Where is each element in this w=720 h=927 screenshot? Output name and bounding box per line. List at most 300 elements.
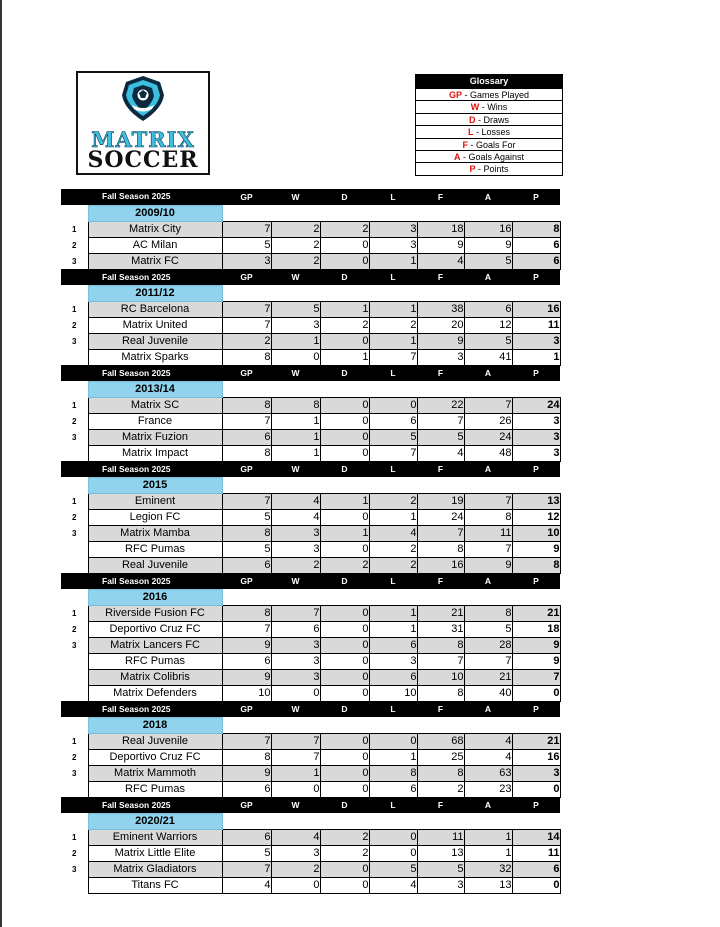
stat-w: 6 (271, 621, 320, 637)
glossary-abbr: P (469, 164, 476, 175)
glossary-desc: - Games Played (461, 90, 530, 100)
season-filler (222, 813, 560, 829)
stat-a: 7 (464, 493, 512, 509)
stat-l: 1 (369, 749, 417, 765)
stat-d: 2 (320, 829, 369, 845)
stat-w: 3 (271, 653, 320, 669)
stat-p: 21 (512, 733, 560, 749)
stat-w: 3 (271, 541, 320, 557)
glossary-item (416, 150, 562, 162)
stat-f: 24 (417, 509, 464, 525)
stat-d: 0 (320, 733, 369, 749)
table-row (61, 413, 560, 429)
rank-cell: 1 (72, 736, 77, 746)
table-row (61, 669, 560, 685)
stat-a: 5 (464, 253, 512, 269)
table-row (61, 349, 560, 365)
stat-f: 3 (417, 877, 464, 893)
season-filler (222, 717, 560, 733)
stat-l: 7 (369, 445, 417, 461)
season-label: 2015 (88, 477, 222, 493)
stat-f: 5 (417, 861, 464, 877)
team-name: Matrix City (88, 221, 222, 237)
glossary-item (416, 113, 562, 125)
column-header-gp: GP (222, 269, 271, 285)
stat-l: 1 (369, 301, 417, 317)
table-row (61, 509, 560, 525)
stat-a: 6 (464, 301, 512, 317)
season-filler (222, 589, 560, 605)
team-name: Matrix Mammoth (88, 765, 222, 781)
stat-gp: 2 (222, 333, 271, 349)
season-label: 2011/12 (88, 285, 222, 301)
stat-w: 4 (271, 829, 320, 845)
team-name: Matrix Defenders (88, 685, 222, 701)
stat-p: 3 (512, 333, 560, 349)
glossary-desc: - Draws (475, 114, 509, 125)
stat-w: 2 (271, 557, 320, 573)
team-name: Real Juvenile (88, 333, 222, 349)
column-header-gp: GP (222, 461, 271, 477)
rank-cell: 3 (72, 640, 77, 650)
glossary-box (415, 74, 563, 176)
team-name: Matrix Impact (88, 445, 222, 461)
stat-gp: 8 (222, 445, 271, 461)
season-spacer (61, 477, 88, 493)
stat-gp: 7 (222, 413, 271, 429)
stat-a: 4 (464, 749, 512, 765)
column-header-a: A (464, 701, 512, 717)
team-name: Eminent Warriors (88, 829, 222, 845)
stat-a: 8 (464, 605, 512, 621)
stat-p: 6 (512, 253, 560, 269)
season-row (61, 717, 560, 733)
stat-p: 3 (512, 445, 560, 461)
season-spacer (61, 381, 88, 397)
stat-l: 2 (369, 541, 417, 557)
team-name: Matrix Lancers FC (88, 637, 222, 653)
column-header-p: P (512, 189, 560, 205)
column-header-row (61, 189, 560, 205)
stat-w: 3 (271, 845, 320, 861)
table-row (61, 781, 560, 797)
stat-a: 21 (464, 669, 512, 685)
stat-l: 0 (369, 397, 417, 413)
glossary-abbr: F (462, 139, 468, 150)
stat-f: 7 (417, 653, 464, 669)
stat-d: 0 (320, 605, 369, 621)
team-name: Eminent (88, 493, 222, 509)
table-row (61, 253, 560, 269)
stat-a: 32 (464, 861, 512, 877)
column-header-l: L (369, 701, 417, 717)
stat-d: 2 (320, 845, 369, 861)
table-row (61, 765, 560, 781)
stat-l: 0 (369, 845, 417, 861)
stat-gp: 10 (222, 685, 271, 701)
team-name: Matrix Little Elite (88, 845, 222, 861)
stat-p: 6 (512, 861, 560, 877)
stat-gp: 6 (222, 429, 271, 445)
stat-f: 19 (417, 493, 464, 509)
team-name: Legion FC (88, 509, 222, 525)
table-row (61, 237, 560, 253)
column-header-p: P (512, 461, 560, 477)
stat-l: 7 (369, 349, 417, 365)
table-row (61, 221, 560, 237)
stat-l: 0 (369, 829, 417, 845)
stat-a: 7 (464, 541, 512, 557)
rank-cell: 2 (72, 320, 77, 330)
stat-w: 4 (271, 493, 320, 509)
table-row (61, 397, 560, 413)
stat-d: 0 (320, 429, 369, 445)
stat-f: 9 (417, 237, 464, 253)
stat-f: 8 (417, 541, 464, 557)
team-name: Deportivo Cruz FC (88, 621, 222, 637)
rank-cell (61, 557, 88, 573)
stat-f: 68 (417, 733, 464, 749)
table-row (61, 525, 560, 541)
glossary-desc: - Losses (473, 127, 510, 138)
column-header-row (61, 701, 560, 717)
stat-f: 2 (417, 781, 464, 797)
stat-l: 1 (369, 253, 417, 269)
rank-cell: 3 (72, 256, 77, 266)
stat-a: 26 (464, 413, 512, 429)
stat-f: 18 (417, 221, 464, 237)
header-season-label: Fall Season 2025 (61, 701, 222, 717)
stat-a: 41 (464, 349, 512, 365)
column-header-l: L (369, 365, 417, 381)
team-name: RC Barcelona (88, 301, 222, 317)
column-header-w: W (271, 797, 320, 813)
stat-l: 6 (369, 413, 417, 429)
column-header-l: L (369, 461, 417, 477)
rank-cell: 1 (72, 608, 77, 618)
stat-l: 4 (369, 525, 417, 541)
stat-gp: 5 (222, 509, 271, 525)
table-row (61, 493, 560, 509)
stat-w: 3 (271, 525, 320, 541)
stat-p: 0 (512, 877, 560, 893)
stat-d: 0 (320, 861, 369, 877)
rank-cell: 1 (72, 832, 77, 842)
stat-a: 48 (464, 445, 512, 461)
stat-d: 0 (320, 781, 369, 797)
team-name: Titans FC (88, 877, 222, 893)
stat-gp: 8 (222, 349, 271, 365)
stat-p: 0 (512, 781, 560, 797)
stat-d: 0 (320, 877, 369, 893)
stat-d: 0 (320, 765, 369, 781)
stat-p: 3 (512, 413, 560, 429)
rank-cell: 1 (72, 496, 77, 506)
column-header-p: P (512, 573, 560, 589)
column-header-gp: GP (222, 701, 271, 717)
column-header-f: F (417, 365, 464, 381)
stat-f: 38 (417, 301, 464, 317)
header-season-label: Fall Season 2025 (61, 461, 222, 477)
stat-l: 5 (369, 429, 417, 445)
glossary-abbr: GP (448, 90, 462, 100)
stat-w: 7 (271, 749, 320, 765)
glossary-item (416, 100, 562, 112)
stat-d: 0 (320, 541, 369, 557)
glossary-desc: - Wins (479, 102, 508, 113)
stat-a: 12 (464, 317, 512, 333)
column-header-gp: GP (222, 365, 271, 381)
team-name: Matrix FC (88, 253, 222, 269)
stat-l: 1 (369, 509, 417, 525)
stat-gp: 6 (222, 653, 271, 669)
stat-a: 5 (464, 333, 512, 349)
stat-w: 2 (271, 237, 320, 253)
stat-d: 0 (320, 397, 369, 413)
stat-w: 7 (271, 733, 320, 749)
column-header-row (61, 797, 560, 813)
stat-l: 1 (369, 605, 417, 621)
stat-a: 9 (464, 557, 512, 573)
table-row (61, 685, 560, 701)
stat-d: 0 (320, 445, 369, 461)
stat-w: 3 (271, 317, 320, 333)
header-season-label: Fall Season 2025 (61, 189, 222, 205)
stat-w: 2 (271, 253, 320, 269)
stat-l: 4 (369, 877, 417, 893)
glossary-desc: - Goals For (467, 139, 516, 150)
stat-p: 14 (512, 829, 560, 845)
table-row (61, 445, 560, 461)
stat-w: 1 (271, 429, 320, 445)
stat-w: 1 (271, 413, 320, 429)
column-header-d: D (320, 461, 369, 477)
stat-f: 8 (417, 765, 464, 781)
logo-text-soccer: SOCCER (87, 147, 199, 173)
column-header-gp: GP (222, 573, 271, 589)
stat-p: 10 (512, 525, 560, 541)
stat-p: 11 (512, 845, 560, 861)
table-row (61, 429, 560, 445)
team-name: Matrix United (88, 317, 222, 333)
rank-cell: 2 (72, 752, 77, 762)
team-name: Matrix Gladiators (88, 861, 222, 877)
stat-a: 4 (464, 733, 512, 749)
stat-l: 6 (369, 669, 417, 685)
team-name: Real Juvenile (88, 557, 222, 573)
stat-a: 13 (464, 877, 512, 893)
stat-l: 2 (369, 493, 417, 509)
rank-cell: 2 (72, 240, 77, 250)
column-header-w: W (271, 269, 320, 285)
column-header-a: A (464, 189, 512, 205)
team-name: Matrix Colibris (88, 669, 222, 685)
team-name: Real Juvenile (88, 733, 222, 749)
column-header-l: L (369, 269, 417, 285)
column-header-p: P (512, 797, 560, 813)
page-left-border (0, 0, 2, 927)
stat-d: 0 (320, 253, 369, 269)
stat-w: 0 (271, 349, 320, 365)
stat-w: 0 (271, 781, 320, 797)
stat-w: 3 (271, 637, 320, 653)
table-row (61, 605, 560, 621)
table-row (61, 733, 560, 749)
season-filler (222, 381, 560, 397)
glossary-desc: - Goals Against (460, 151, 525, 162)
stat-a: 11 (464, 525, 512, 541)
team-name: RFC Pumas (88, 781, 222, 797)
matrix-soccer-logo (76, 71, 210, 175)
rank-cell: 3 (72, 528, 77, 538)
stat-d: 2 (320, 317, 369, 333)
stat-gp: 7 (222, 221, 271, 237)
rank-cell (61, 445, 88, 461)
column-header-p: P (512, 269, 560, 285)
stat-l: 8 (369, 765, 417, 781)
header-season-label: Fall Season 2025 (61, 797, 222, 813)
stat-f: 11 (417, 829, 464, 845)
season-label: 2016 (88, 589, 222, 605)
rank-cell: 2 (72, 416, 77, 426)
stat-gp: 9 (222, 765, 271, 781)
stat-p: 16 (512, 301, 560, 317)
stat-a: 8 (464, 509, 512, 525)
column-header-row (61, 365, 560, 381)
team-name: RFC Pumas (88, 653, 222, 669)
stat-f: 25 (417, 749, 464, 765)
stat-gp: 7 (222, 861, 271, 877)
stat-p: 21 (512, 605, 560, 621)
stat-p: 9 (512, 637, 560, 653)
stat-w: 2 (271, 221, 320, 237)
column-header-d: D (320, 573, 369, 589)
glossary-item (416, 88, 562, 100)
stat-a: 40 (464, 685, 512, 701)
stat-gp: 8 (222, 397, 271, 413)
season-spacer (61, 285, 88, 301)
stat-f: 21 (417, 605, 464, 621)
stat-gp: 8 (222, 605, 271, 621)
glossary-abbr: W (470, 102, 480, 113)
column-header-l: L (369, 189, 417, 205)
stat-d: 0 (320, 749, 369, 765)
team-name: Matrix Fuzion (88, 429, 222, 445)
rank-cell (61, 653, 88, 669)
stat-p: 6 (512, 237, 560, 253)
stat-f: 9 (417, 333, 464, 349)
season-filler (222, 477, 560, 493)
header-season-label: Fall Season 2025 (61, 573, 222, 589)
season-row (61, 285, 560, 301)
table-row (61, 653, 560, 669)
stat-p: 7 (512, 669, 560, 685)
season-label: 2018 (88, 717, 222, 733)
stat-a: 1 (464, 829, 512, 845)
standings-table (61, 189, 561, 894)
column-header-d: D (320, 365, 369, 381)
stat-gp: 7 (222, 493, 271, 509)
stat-p: 13 (512, 493, 560, 509)
team-name: Matrix SC (88, 397, 222, 413)
column-header-f: F (417, 701, 464, 717)
rank-cell: 3 (72, 432, 77, 442)
stat-f: 10 (417, 669, 464, 685)
column-header-d: D (320, 701, 369, 717)
stat-l: 3 (369, 653, 417, 669)
rank-cell: 3 (72, 336, 77, 346)
stat-p: 9 (512, 541, 560, 557)
stat-f: 3 (417, 349, 464, 365)
season-spacer (61, 717, 88, 733)
column-header-f: F (417, 573, 464, 589)
column-header-w: W (271, 189, 320, 205)
stat-gp: 5 (222, 845, 271, 861)
team-name: Deportivo Cruz FC (88, 749, 222, 765)
season-spacer (61, 205, 88, 221)
stat-d: 0 (320, 685, 369, 701)
stat-gp: 4 (222, 877, 271, 893)
table-row (61, 861, 560, 877)
glossary-item (416, 162, 562, 174)
stat-l: 6 (369, 637, 417, 653)
column-header-gp: GP (222, 189, 271, 205)
stat-d: 0 (320, 653, 369, 669)
column-header-gp: GP (222, 797, 271, 813)
stat-p: 3 (512, 429, 560, 445)
rank-cell: 3 (72, 864, 77, 874)
column-header-a: A (464, 365, 512, 381)
glossary-abbr: D (469, 114, 476, 125)
season-filler (222, 285, 560, 301)
rank-cell (61, 781, 88, 797)
season-row (61, 477, 560, 493)
stat-f: 16 (417, 557, 464, 573)
column-header-w: W (271, 461, 320, 477)
rank-cell: 3 (72, 768, 77, 778)
stat-d: 0 (320, 621, 369, 637)
glossary-abbr: L (467, 127, 474, 138)
header-season-label: Fall Season 2025 (61, 269, 222, 285)
season-row (61, 813, 560, 829)
stat-l: 1 (369, 621, 417, 637)
season-row (61, 381, 560, 397)
table-row (61, 541, 560, 557)
stat-f: 8 (417, 637, 464, 653)
column-header-l: L (369, 573, 417, 589)
season-spacer (61, 813, 88, 829)
stat-a: 28 (464, 637, 512, 653)
table-row (61, 317, 560, 333)
stat-gp: 9 (222, 637, 271, 653)
team-name: France (88, 413, 222, 429)
stat-f: 4 (417, 445, 464, 461)
stat-gp: 7 (222, 301, 271, 317)
stat-d: 2 (320, 557, 369, 573)
stat-d: 2 (320, 221, 369, 237)
table-row (61, 301, 560, 317)
rank-cell: 1 (72, 224, 77, 234)
table-row (61, 845, 560, 861)
shield-crest-icon (78, 73, 208, 133)
stat-d: 0 (320, 509, 369, 525)
logo-text-matrix: MATRIX (91, 127, 195, 152)
stat-w: 8 (271, 397, 320, 413)
stat-w: 4 (271, 509, 320, 525)
glossary-title: Glossary (416, 75, 562, 88)
stat-d: 0 (320, 333, 369, 349)
stat-w: 0 (271, 685, 320, 701)
